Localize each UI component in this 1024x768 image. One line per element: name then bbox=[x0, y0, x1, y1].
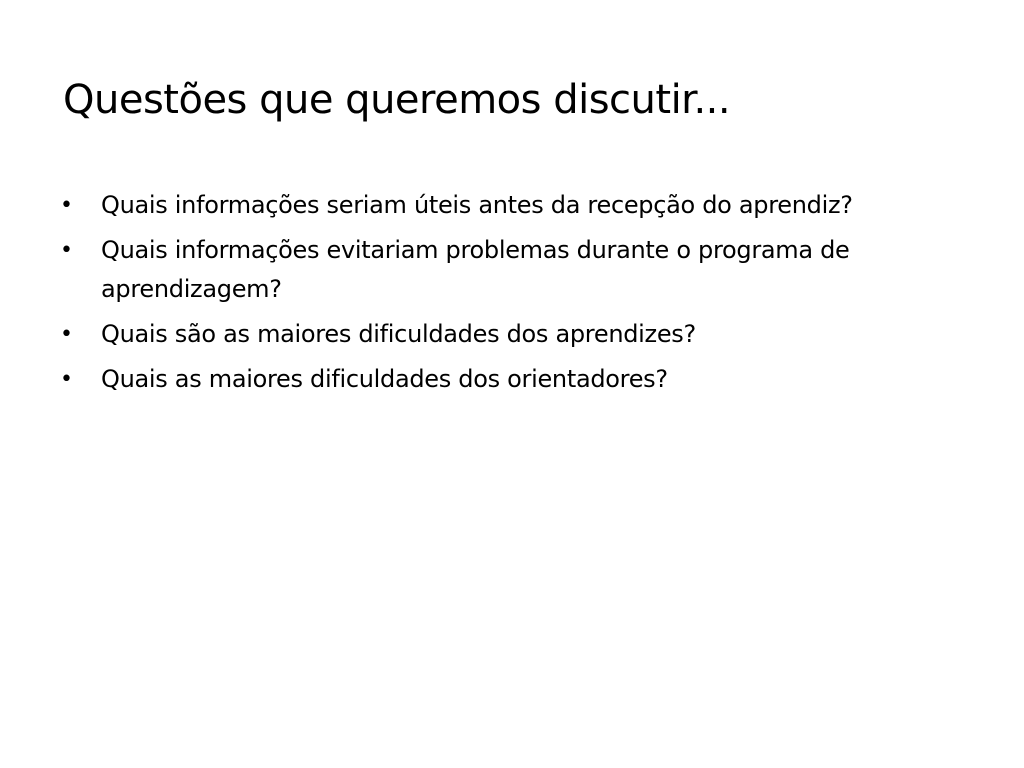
list-item bbox=[60, 186, 960, 225]
list-item-text: Quais as maiores dificuldades dos orientadores? bbox=[101, 365, 668, 393]
list-item-text: Quais são as maiores dificuldades dos aprendizes? bbox=[101, 320, 696, 348]
bullet-icon: • bbox=[60, 367, 73, 392]
list-item bbox=[60, 315, 960, 354]
list-item-text: Quais informações evitariam problemas durante o programa de aprendizagem? bbox=[101, 236, 850, 303]
bullet-icon: • bbox=[60, 238, 73, 263]
slide-title: Questões que queremos discutir... bbox=[63, 77, 731, 123]
list-item bbox=[60, 231, 960, 309]
bullet-icon: • bbox=[60, 322, 73, 347]
list-item-text: Quais informações seriam úteis antes da recepção do aprendiz? bbox=[101, 191, 853, 219]
list-item bbox=[60, 360, 960, 399]
bullet-list bbox=[60, 186, 960, 405]
bullet-icon: • bbox=[60, 193, 73, 218]
